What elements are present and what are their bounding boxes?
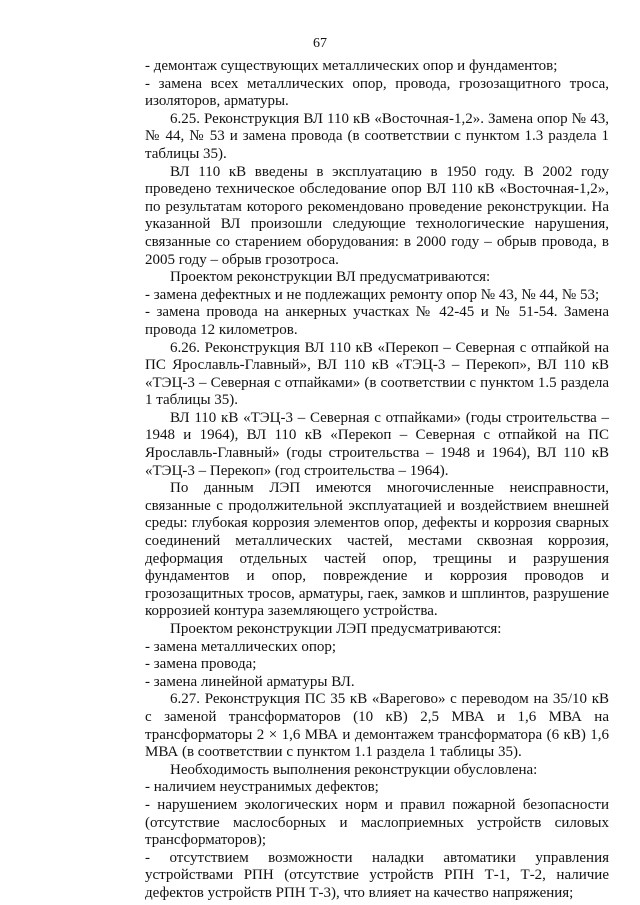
paragraph: - нарушением экологических норм и правил пожарной безопасности (отсутствие маслосборных и маслоприемных устройств силовых трансформаторов); — [145, 796, 609, 849]
paragraph: ВЛ 110 кВ введены в эксплуатацию в 1950 году. В 2002 году проведено техническое обследование опор ВЛ 110 кВ «Восточная-1,2», по результатам которого рекомендовано проведение реконструкции. На указанной ВЛ произошли следующие технологические нарушения, связанные со старением оборудования: в 2000 году – обрыв провода, в 2005 году – обрыв грозотроса. — [145, 163, 609, 268]
paragraph: - замена провода; — [145, 656, 257, 673]
document-body — [145, 58, 609, 903]
paragraph: - демонтаж существующих металлических опор и фундаментов; — [145, 58, 558, 74]
paragraph: 6.25. Реконструкция ВЛ 110 кВ «Восточная-1,2». Замена опор № 43, № 44, № 53 и замена провода (в соответствии с пунктом 1.3 раздела 1 таблицы 35). — [145, 110, 609, 162]
paragraph: Проектом реконструкции ЛЭП предусматриваются: — [170, 621, 502, 637]
paragraph: - наличием неустранимых дефектов; — [145, 779, 379, 796]
paragraph: Необходимость выполнения реконструкции обусловлена: — [170, 761, 538, 778]
paragraph: - замена провода на анкерных участках № 42-45 и № 51-54. Замена провода 12 километров. — [145, 304, 609, 338]
paragraph: - замена металлических опор; — [145, 638, 337, 655]
paragraph: Проектом реконструкции ВЛ предусматриваются: — [170, 269, 491, 286]
paragraph: - замена всех металлических опор, провода, грозозащитного троса, изоляторов, арматуры. — [145, 75, 609, 110]
paragraph: - замена дефектных и не подлежащих ремонту опор № 43, № 44, № 53; — [145, 286, 600, 303]
paragraph: 6.27. Реконструкция ПС 35 кВ «Варегово» с переводом на 35/10 кВ с заменой трансформаторов (10 кВ) 2,5 МВА и 1,6 МВА на трансформаторы 2 × 1,6 МВА и демонтажем трансформатора (6 кВ) 1,6 МВА (в соответствии с пунктом 1.1 раздела 1 таблицы 35). — [145, 691, 609, 761]
paragraph: - замена линейной арматуры ВЛ. — [145, 673, 355, 690]
page-number: 67 — [313, 36, 327, 51]
paragraph: ВЛ 110 кВ «ТЭЦ-3 – Северная с отпайками» (годы строительства – 1948 и 1964), ВЛ 110 кВ «Перекоп – Северная с отпайкой на ПС Ярославль-Главный» (годы строительства – 1948 и 1964), ВЛ 110 кВ «ТЭЦ-3 – Перекоп» (год строительства – 1964). — [145, 409, 609, 479]
paragraph: - отсутствием возможности наладки автоматики управления устройствами РПН (отсутствие устройств РПН Т-1, Т-2, наличие дефектов устройств РПН Т-3), что влияет на качество напряжения; — [145, 849, 609, 901]
paragraph: По данным ЛЭП имеются многочисленные неисправности, связанные с продолжительной эксплуатацией и воздействием внешней среды: глубокая коррозия элементов опор, дефекты и коррозия сварных соединений металлических частей, местами сквозная коррозия, деформация отдельных частей опор, трещины и разрушения фундаментов и опор, повреждение и коррозия проводов и грозозащитных тросов, арматуры, гаек, замков и шплинтов, разрушение коррозией контура заземляющего устройства. — [145, 480, 609, 620]
paragraph: 6.26. Реконструкция ВЛ 110 кВ «Перекоп – Северная с отпайкой на ПС Ярославль-Главный», ВЛ 110 кВ «ТЭЦ-3 – Перекоп», ВЛ 110 кВ «ТЭЦ-3 – Северная с отпайками» (в соответствии с пунктом 1.5 раздела 1 таблицы 35). — [145, 339, 609, 409]
